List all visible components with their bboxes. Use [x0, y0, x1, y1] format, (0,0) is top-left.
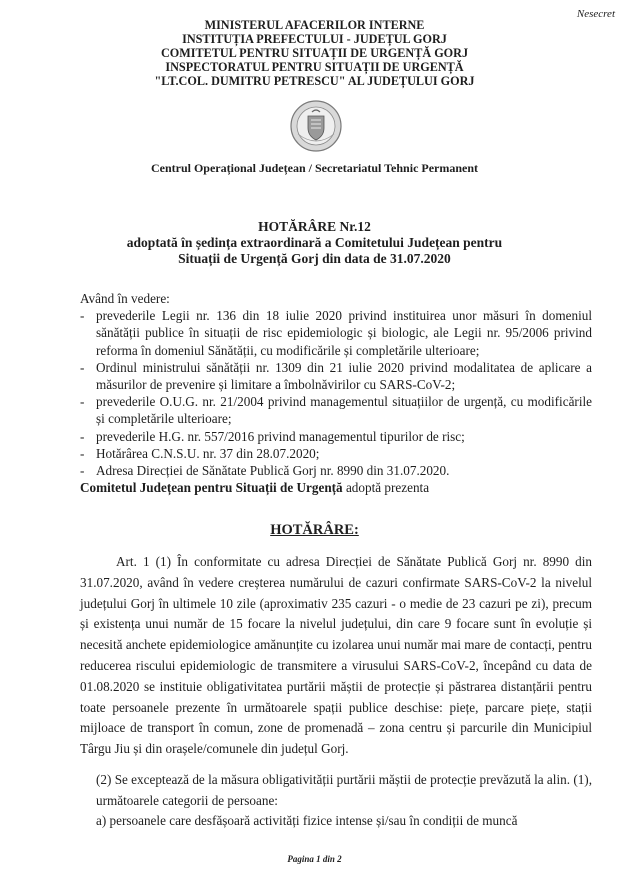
- igsu-seal-icon: [290, 100, 342, 152]
- header-prefecture: INSTITUȚIA PREFECTULUI - JUDEȚUL GORJ: [182, 32, 447, 46]
- paragraph-2-text: (2) Se exceptează de la măsura obligativității purtării măștii de protecție prevăzută la alin. (1), următoarele categorii de persoane:: [96, 772, 592, 808]
- consideration-item: - prevederile H.G. nr. 557/2016 privind managementul tipurilor de risc;: [80, 428, 465, 444]
- header-inspectorate-name: "LT.COL. DUMITRU PETRESCU" AL JUDEȚULUI GORJ: [154, 74, 475, 88]
- page-number: Pagina 1 din 2: [287, 854, 342, 864]
- consideration-item: - Hotărârea C.N.S.U. nr. 37 din 28.07.2020;: [80, 445, 320, 461]
- paragraph-2: [96, 770, 592, 832]
- header-committee: COMITETUL PENTRU SITUAȚII DE URGENȚĂ GORJ: [160, 46, 469, 60]
- decision-heading: HOTĂRÂRE:: [270, 522, 359, 538]
- header-inspectorate: INSPECTORATUL PENTRU SITUAȚII DE URGENȚĂ: [165, 60, 464, 74]
- consideration-item: - prevederile O.U.G. nr. 21/2004 privind managementul situațiilor de urgență, cu modificările și completările ulterioare;: [80, 394, 592, 427]
- consideration-item: - prevederile Legii nr. 136 din 18 iulie 2020 privind instituirea unor măsuri în domeniul sănătății publice în situații de risc epidemiologic și biologic, ale Legii nr. 95/2006 privind reforma în domeniul Sănătății, cu modificările și completările ulterioare;: [80, 308, 592, 358]
- header-ministry: MINISTERUL AFACERILOR INTERNE: [204, 18, 425, 32]
- consideration-item: - Ordinul ministrului sănătății nr. 1309 din 21 iulie 2020 privind modalitatea de aplicare a măsurilor de prevenire și limitare a îmbolnăvirilor cu SARS-CoV-2;: [80, 359, 592, 393]
- decision-title: HOTĂRÂRE Nr.12: [258, 219, 371, 234]
- intro-text: Având în vedere:: [80, 291, 170, 306]
- article-1: [80, 552, 592, 760]
- considerations-block: [80, 290, 592, 496]
- article-1-text: Art. 1 (1) În conformitate cu adresa Direcției de Sănătate Publică Gorj nr. 8990 din 31.07.2020, având în vedere creșterea numărului de cazuri confirmate SARS-CoV-2 la nivelul județului Gorj în ultimele 10 zile (aproximativ 235 cazuri - o medie de 23 cazuri pe zi), precum și existența unui număr de 15 focare la nivelul județului, din care 9 focare sunt în evoluție și necesită anchete epidemiologice amănunțite cu izolarea unui număr mai mare de contacți, pentru reducerea riscului epidemiologic de transmitere a virusului SARS-CoV-2, începând cu data de 01.08.2020 se instituie obligativitatea purtării măștii de protecție și păstrarea distanțării pentru toate persoanele prezente în următoarele spații publice deschise: piețe, parcare piețe, stații mijloace de transport în comun, zone de promenadă – zona centru și parcurile din Municipiul Târgu Jiu și din orașele/comunele din județul Gorj.: [80, 554, 592, 757]
- centru-operational: Centrul Operațional Județean / Secretariatul Tehnic Permanent: [150, 161, 479, 175]
- decision-subtitle-2: Situații de Urgență Gorj din data de 31.07.2020: [178, 251, 451, 266]
- conclusion-line: Comitetul Județean pentru Situații de Urgență adoptă prezenta: [80, 480, 430, 496]
- item-a-text: a) persoanele care desfășoară activități fizice intense și/sau în condiții de muncă: [96, 813, 518, 828]
- classification-label: Nesecret: [576, 8, 615, 20]
- decision-subtitle-1: adoptată în ședința extraordinară a Comitetului Județean pentru: [126, 235, 503, 250]
- consideration-item: - Adresa Direcției de Sănătate Publică Gorj nr. 8990 din 31.07.2020.: [80, 463, 450, 479]
